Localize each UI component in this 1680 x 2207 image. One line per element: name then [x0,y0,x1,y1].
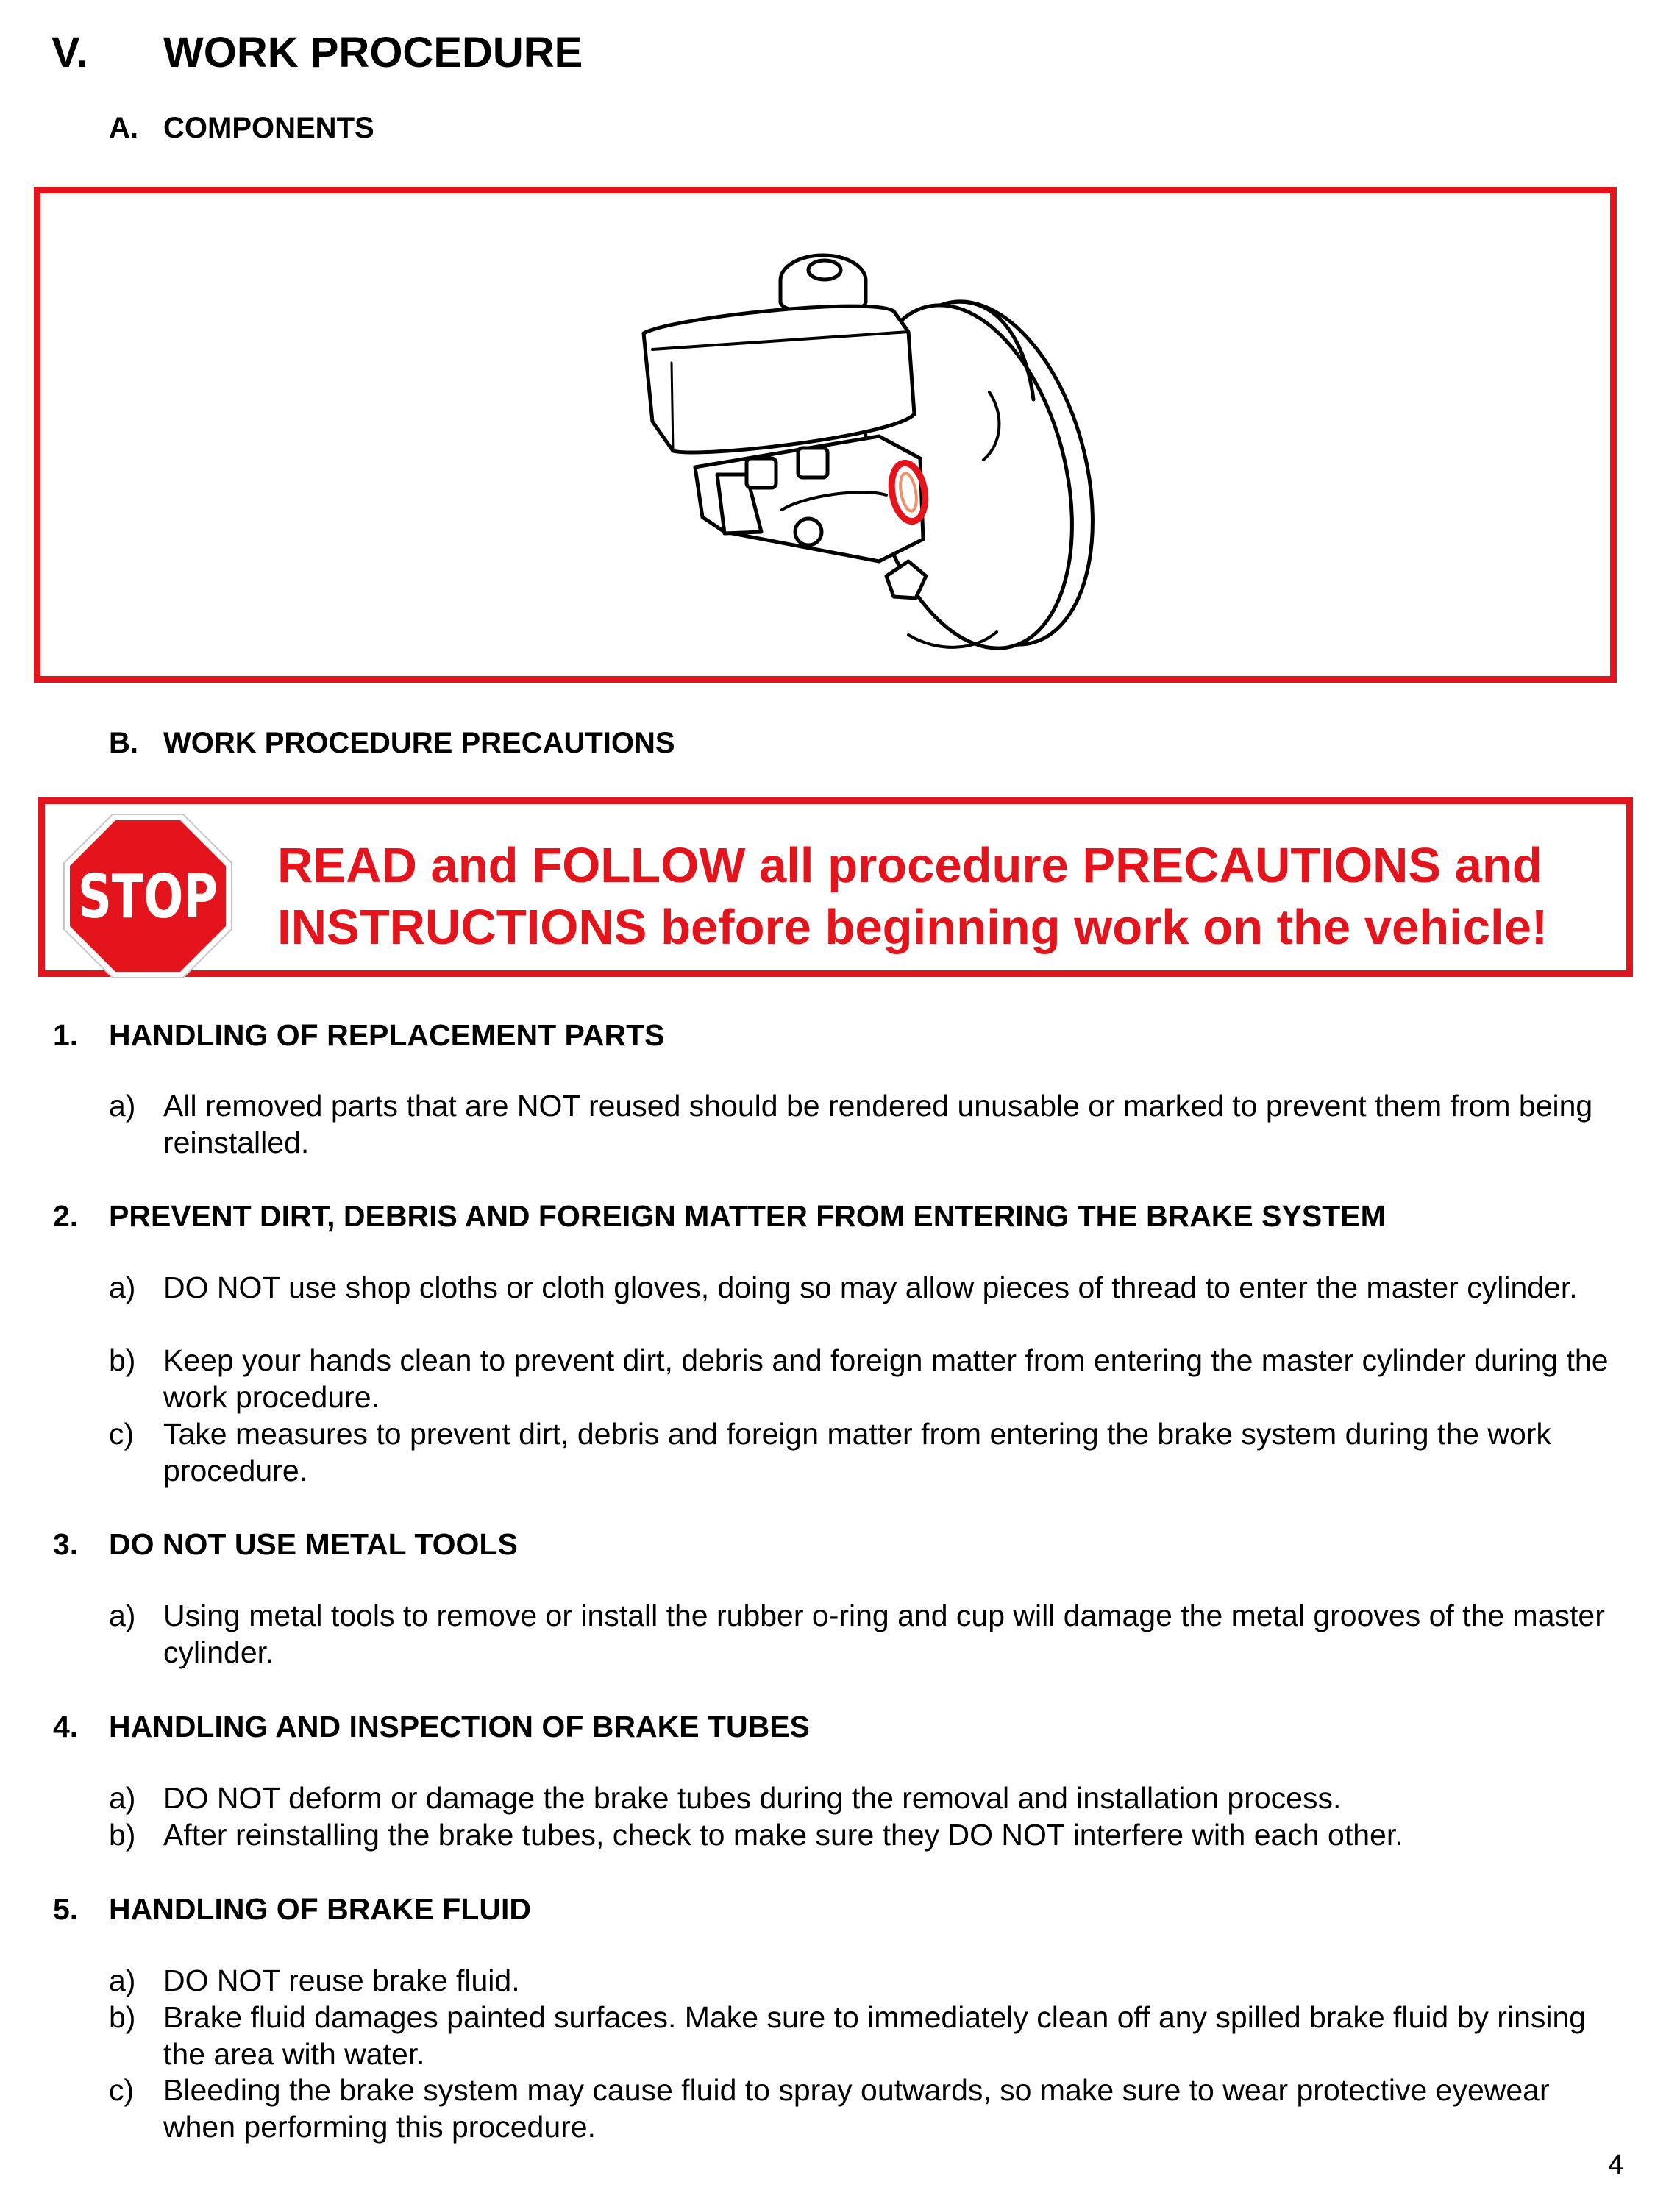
item-4-heading: HANDLING AND INSPECTION OF BRAKE TUBES [109,1710,810,1744]
item-5b-letter: b) [109,2000,136,2034]
warning-message [277,835,1623,959]
item-1-heading: HANDLING OF REPLACEMENT PARTS [109,1018,665,1052]
item-3-heading: DO NOT USE METAL TOOLS [109,1527,518,1561]
section-number: V. [51,29,88,77]
warning-box [38,797,1633,977]
brake-master-cylinder-illustration [40,193,1610,676]
item-2b-letter: b) [109,1343,136,1377]
item-4b-letter: b) [109,1818,136,1852]
warning-line-2: INSTRUCTIONS before beginning work on the vehicle! [277,900,1548,955]
section-title: WORK PROCEDURE [163,29,583,77]
item-3-number: 3. [53,1527,79,1561]
item-2c-letter: c) [109,1417,135,1451]
item-2a-text: DO NOT use shop cloths or cloth gloves, doing so may allow pieces of thread to enter the master cylinder. [163,1270,1578,1304]
stop-sign-icon [63,813,233,979]
item-2-heading: PREVENT DIRT, DEBRIS AND FOREIGN MATTER FROM ENTERING THE BRAKE SYSTEM [109,1199,1386,1233]
item-4-number: 4. [53,1710,79,1744]
precautions-letter: B. [109,727,138,759]
components-title: COMPONENTS [163,112,374,144]
item-1a-text: All removed parts that are NOT reused should be rendered unusable or marked to prevent them from being reinstalled. [163,1089,1593,1159]
item-5c-text: Bleeding the brake system may cause fluid to spray outwards, so make sure to wear protective eyewear when performing this procedure. [163,2073,1550,2144]
page-number: 4 [1608,2150,1624,2181]
item-5a-letter: a) [109,1963,136,1997]
item-3a-text: Using metal tools to remove or install the rubber o-ring and cup will damage the metal grooves of the master cylinder. [163,1599,1605,1669]
item-1a-letter: a) [109,1089,136,1123]
item-2-number: 2. [53,1199,79,1233]
item-2a-letter: a) [109,1270,136,1304]
item-5-heading: HANDLING OF BRAKE FLUID [109,1892,531,1926]
item-3a-letter: a) [109,1599,136,1632]
components-letter: A. [109,112,138,144]
item-5a-text: DO NOT reuse brake fluid. [163,1963,520,1997]
item-4a-letter: a) [109,1781,136,1815]
item-1-number: 1. [53,1018,79,1052]
item-5c-letter: c) [109,2073,135,2107]
precautions-title: WORK PROCEDURE PRECAUTIONS [163,727,675,759]
components-figure-frame [34,187,1617,683]
item-5-number: 5. [53,1892,79,1926]
item-4a-text: DO NOT deform or damage the brake tubes during the removal and installation process. [163,1781,1342,1815]
warning-line-1: READ and FOLLOW all procedure PRECAUTIONS and [277,838,1542,893]
item-4b-text: After reinstalling the brake tubes, check to make sure they DO NOT interfere with each other. [163,1818,1403,1852]
item-2b-text: Keep your hands clean to prevent dirt, debris and foreign matter from entering the master cylinder during the work procedure. [163,1343,1609,1414]
item-2c-text: Take measures to prevent dirt, debris and foreign matter from entering the brake system during the work procedure. [163,1417,1551,1488]
stop-sign-label: STOP [78,862,218,932]
item-5b-text: Brake fluid damages painted surfaces. Make sure to immediately clean off any spilled brake fluid by rinsing the area with water. [163,2000,1587,2071]
